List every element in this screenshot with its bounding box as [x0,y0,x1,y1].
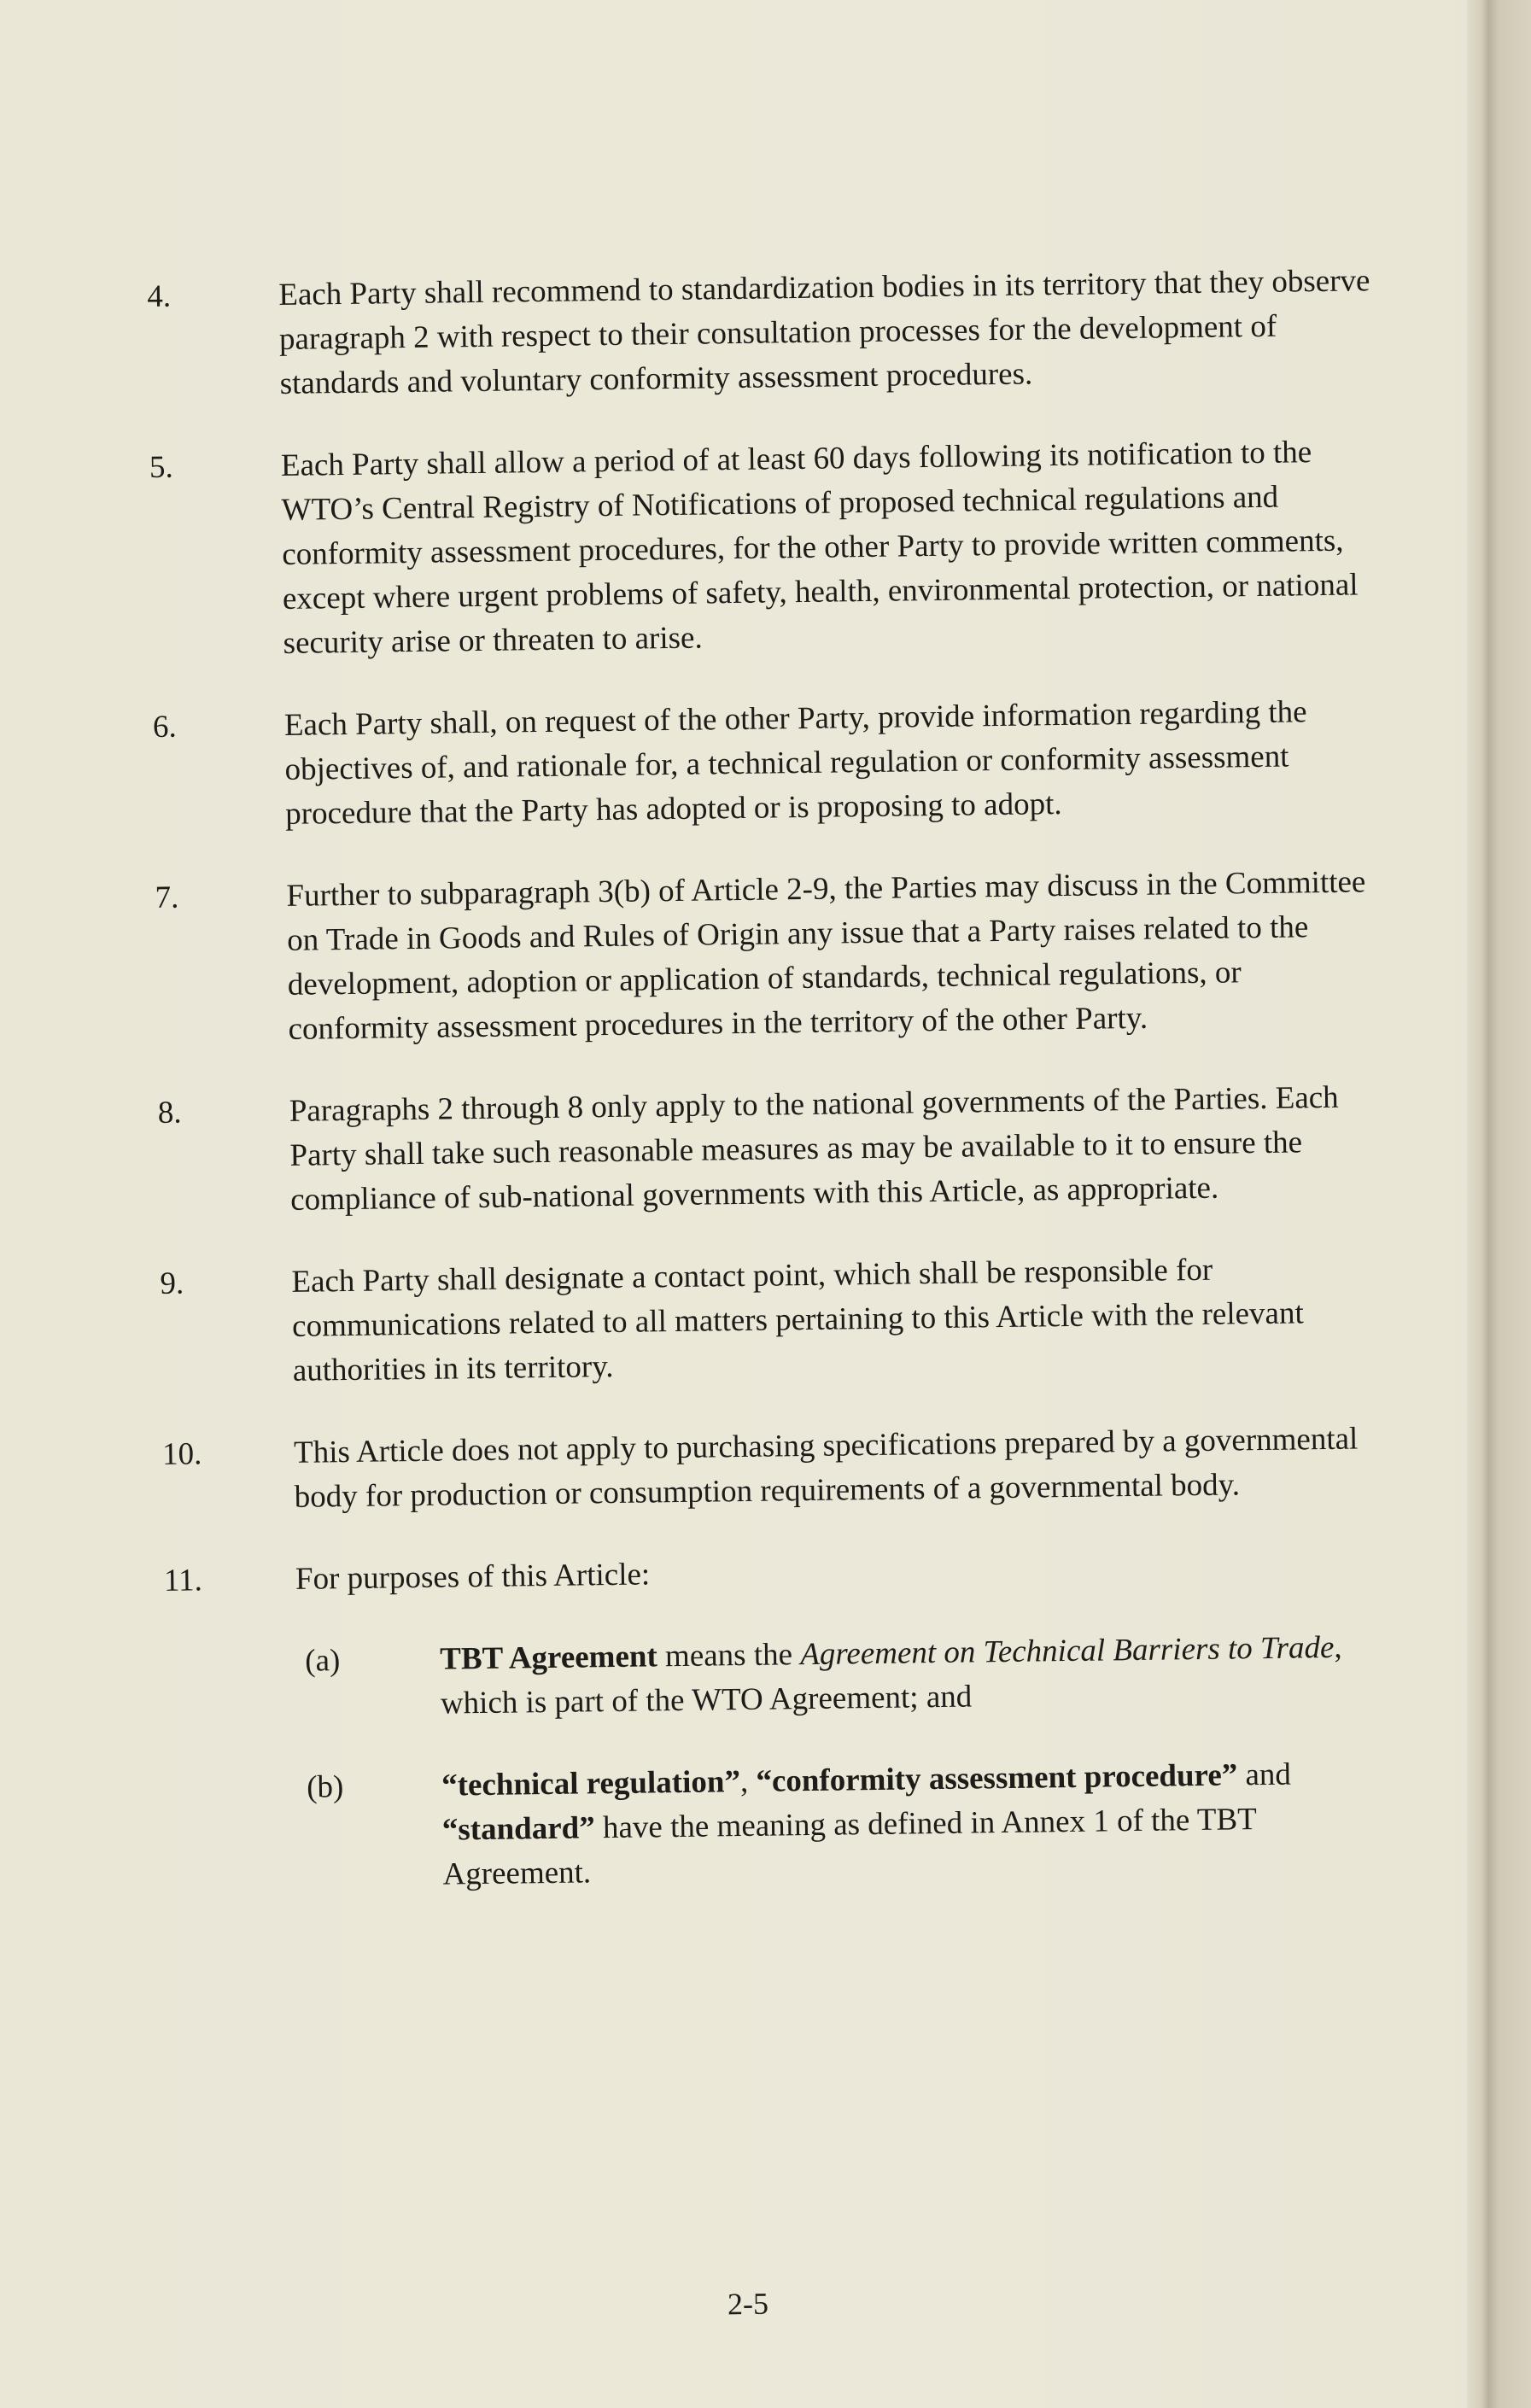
subparagraph-a [165,1625,1395,1730]
paragraph-10 [162,1417,1393,1522]
subparagraph-number: (a) [304,1643,341,1679]
page-binding-edge [1467,0,1531,2408]
defined-term: “standard” [441,1810,596,1848]
paragraph-text: Each Party shall recommend to standardization bodies in its territory that they observe paragraph 2 with respect to their consultation processes for the development of standards and voluntary conformity assessment procedures. [278,263,1370,401]
subparagraph-text: means the [657,1637,801,1674]
paragraph-11 [164,1543,1394,1604]
separator: and [1236,1756,1292,1793]
paragraph-number: 6. [152,709,177,745]
subparagraph-b [167,1751,1398,1901]
paragraph-text: Each Party shall allow a period of at least 60 days following its notification to the WTO’s Central Registry of Notifications of proposed technical regulations and conformity assessment procedures, for the other Party to provide written comments, except where urgent problems of safety, health, environmental protection, or national security arise or threaten to arise. [280,435,1359,661]
paragraph-4 [147,259,1378,408]
paragraph-number: 9. [160,1265,184,1301]
paragraph-6 [153,689,1384,839]
defined-term: “technical regulation” [441,1764,741,1803]
subparagraph-text: have the meaning as defined in Annex 1 of the TBT Agreement. [442,1802,1257,1892]
paragraph-number: 8. [157,1095,182,1131]
subparagraph-text: , which is part of the WTO Agreement; and [440,1629,1342,1721]
defined-term: TBT Agreement [439,1639,658,1677]
paragraph-text: Further to subparagraph 3(b) of Article 2-9, the Parties may discuss in the Committee on Trade in Goods and Rules of Origin any issue that a Party raises related to the development, adoption or application of standards, technical regulations, or conformity assessment procedures in the territory of the other Party. [286,864,1366,1047]
defined-term: “conformity assessment procedure” [756,1757,1238,1799]
paragraph-text: Each Party shall designate a contact point, which shall be responsible for communications related to all matters pertaining to this Article with the relevant authorities in its territory. [291,1252,1304,1388]
paragraph-8 [158,1075,1389,1224]
paragraph-text: For purposes of this Article: [295,1557,651,1597]
agreement-title: Agreement on Technical Barriers to Trade [799,1629,1335,1673]
paragraph-7 [155,860,1387,1054]
article-body [147,259,1398,1938]
paragraph-number: 7. [155,880,179,915]
page-number: 2-5 [727,2286,769,2322]
paragraph-5 [149,430,1382,668]
paragraph-text: Paragraphs 2 through 8 only apply to the national governments of the Parties. Each Party shall take such reasonable measures as may be available to it to ensure the compliance of sub-national governments with this Article, as appropriate. [289,1079,1339,1218]
paragraph-text: This Article does not apply to purchasing specifications prepared by a governmental body for production or consumption requirements of a governmental body. [293,1421,1359,1515]
paragraph-text: Each Party shall, on request of the other Party, provide information regarding the objectives of, and rationale for, a technical regulation or conformity assessment procedure that the Party has adopted or is proposing to adopt. [283,694,1307,832]
paragraph-number: 5. [149,449,173,485]
separator: , [739,1763,757,1800]
paragraph-number: 11. [163,1563,203,1599]
paragraph-number: 10. [161,1436,202,1472]
paragraph-number: 4. [147,278,172,314]
subparagraph-number: (b) [306,1769,344,1805]
paragraph-9 [160,1246,1391,1395]
